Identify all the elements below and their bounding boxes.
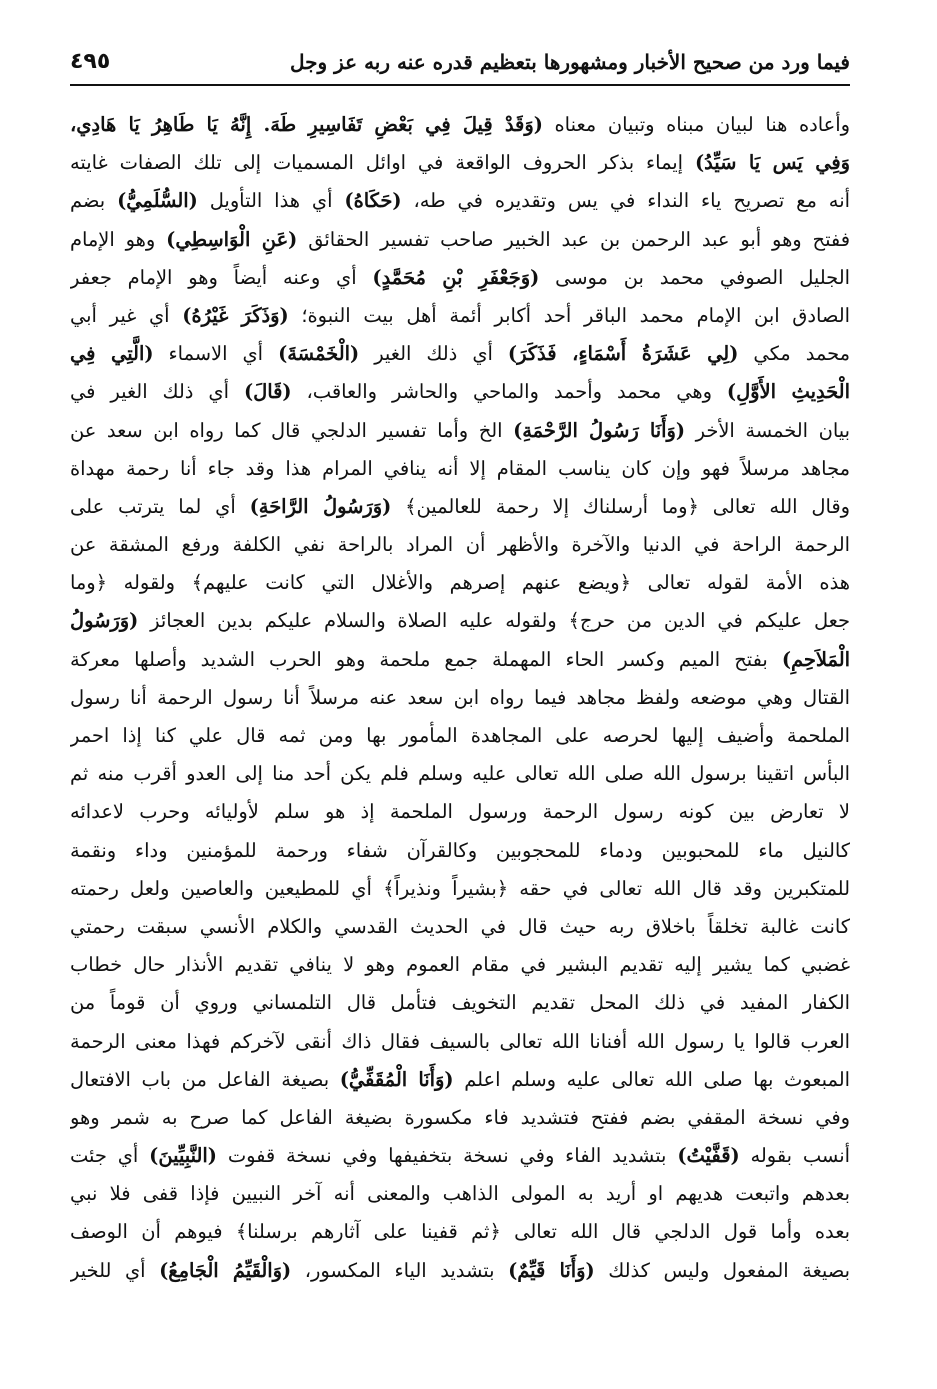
commentary-segment: الصادق ابن الإمام محمد الباقر أحد أكابر أئمة أهل بيت النبوة؛ bbox=[288, 303, 850, 327]
matn-segment: الْحَدِيثِ الأَوَّلِ) bbox=[726, 380, 850, 404]
commentary-segment: ففتح وهو أبو عبد الرحمن بن عبد الخبير صاحب تفسير الحقائق bbox=[297, 227, 850, 251]
matn-segment: (وَذَكَرَ غَيْرُهُ) bbox=[182, 303, 289, 327]
commentary-segment: الملحمة وأضيف إليها لحرصه على المجاهدة المأمور بها ومن ثمه قال علي كنا إذا احمر bbox=[70, 724, 850, 747]
text-line bbox=[70, 717, 850, 755]
commentary-segment: بضم bbox=[70, 189, 118, 213]
commentary-segment: أي غير أبي bbox=[70, 303, 183, 327]
text-line bbox=[70, 144, 850, 182]
commentary-segment: أنسب بقوله bbox=[739, 1144, 850, 1168]
text-line bbox=[70, 1213, 850, 1251]
commentary-segment: العرب قالوا يا رسول الله أفنانا الله تعالى بالسيف فقال ذاك أنقى لآخركم فهذا معنى الرحمة bbox=[70, 1029, 850, 1053]
commentary-segment: المبعوث بها صلى الله تعالى عليه وسلم اعلم bbox=[453, 1067, 850, 1091]
commentary-segment: بعده وأما قول الدلجي قال الله تعالى ﴿ثم قفينا على آثارهم برسلنا﴾ فيوهم أن الوصف bbox=[70, 1220, 850, 1244]
commentary-segment: جعل عليكم في الدين من حرج﴾ ولقوله عليه الصلاة والسلام عليكم بدين العجائز bbox=[138, 609, 850, 633]
commentary-segment: أي ذلك الغير bbox=[359, 342, 508, 366]
text-line bbox=[70, 946, 850, 984]
commentary-segment: أي ذلك الغير في bbox=[70, 380, 244, 404]
matn-segment: (وَجَعْفَرِ بْنِ مُحَمَّدٍ) bbox=[372, 265, 540, 289]
text-line bbox=[70, 1252, 850, 1290]
commentary-segment: البأس اتقينا برسول الله صلى الله تعالى عليه وسلم فلم يكن أحد منا إلى العدو أقرب منه ثم bbox=[70, 762, 850, 786]
text-line bbox=[70, 1175, 850, 1213]
text-line bbox=[70, 1061, 850, 1099]
matn-segment: (السُّلَمِيُّ) bbox=[117, 189, 198, 213]
matn-segment: (وَالْقَيِّمُ الْجَامِعُ) bbox=[159, 1258, 292, 1282]
commentary-segment: أي لما يترتب على bbox=[70, 494, 250, 518]
matn-segment: (قَفَّيْتُ) bbox=[677, 1144, 740, 1168]
commentary-segment: الرحمة الراحة في الدنيا والآخرة والأظهر أن المراد بالراحة نفي الكلفة ورفع المشقة عن bbox=[70, 533, 850, 557]
text-line bbox=[70, 335, 850, 373]
matn-segment: (عَنِ الْوَاسِطِي) bbox=[166, 227, 298, 251]
text-line bbox=[70, 755, 850, 793]
commentary-segment: أي جئت bbox=[70, 1144, 150, 1168]
commentary-segment: محمد مكي bbox=[738, 342, 850, 366]
matn-segment: (الَّتِي فِي bbox=[70, 342, 154, 366]
body-text bbox=[70, 106, 850, 1290]
text-line bbox=[70, 679, 850, 717]
text-line bbox=[70, 221, 850, 259]
commentary-segment: بتشديد الفاء وفي نسخة بتخفيفها وفي نسخة قفوت bbox=[216, 1144, 678, 1168]
commentary-segment: بصيغة المفعول وليس كذلك bbox=[594, 1258, 850, 1282]
commentary-segment: بفتح الميم وكسر الحاء المهملة جمع ملحمة وهو الحرب الشديد وأصلها معركة bbox=[70, 647, 782, 671]
matn-segment: وَفِي يَس يَا سَيِّدُ) bbox=[694, 151, 850, 175]
text-line bbox=[70, 984, 850, 1022]
commentary-segment: إيماء بذكر الحروف الواقعة في اوائل المسميات إلى تلك الصفات غايته bbox=[70, 151, 695, 175]
text-line bbox=[70, 1137, 850, 1175]
commentary-segment: القتال وهي موضعه ولفظ مجاهد فيما رواه ابن سعد عنه مرسلاً أنا رسول الرحمة أنا رسول bbox=[70, 685, 850, 709]
text-line bbox=[70, 870, 850, 908]
text-line bbox=[70, 297, 850, 335]
commentary-segment: أي الاسماء bbox=[153, 342, 279, 366]
text-line bbox=[70, 526, 850, 564]
commentary-segment: أنه مع تصريح ياء النداء في يس وتقديره في طه، bbox=[401, 189, 850, 213]
text-line bbox=[70, 564, 850, 602]
commentary-segment: بتشديد الياء المكسور، bbox=[291, 1258, 509, 1282]
text-line bbox=[70, 908, 850, 946]
commentary-segment: بصيغة الفاعل من باب الافتعال bbox=[70, 1067, 340, 1091]
running-head bbox=[70, 30, 850, 86]
matn-segment: (وَرَسُولُ bbox=[70, 609, 139, 633]
commentary-segment: الجليل الصوفي محمد بن موسى bbox=[539, 265, 850, 289]
matn-segment: (وَقَدْ قِيلَ فِي بَعْضِ تَفَاسِيرِ طَهَ. إِنَّهُ يَا طَاهِرُ يَا هَادِي، bbox=[70, 113, 543, 136]
text-line bbox=[70, 259, 850, 297]
commentary-segment: الكفار المفيد في ذلك المحل تقديم التخويف فتأمل قال التلمساني وروي أن قوماً من bbox=[70, 991, 850, 1015]
commentary-segment: وهي محمد وأحمد والماحي والحاشر والعاقب، bbox=[291, 380, 727, 404]
commentary-segment: الخ وأما تفسير الدلجي قال كما رواه ابن سعد عن bbox=[70, 418, 514, 442]
matn-segment: (وَرَسُولُ الرَّاحَةِ) bbox=[249, 494, 392, 518]
text-line bbox=[70, 373, 850, 411]
commentary-segment: وفي نسخة المقفي بضم ففتح فتشديد فاء مكسورة بضيغة الفاعل كما صرح به شمر وهو bbox=[70, 1105, 850, 1129]
text-line bbox=[70, 1023, 850, 1061]
commentary-segment: وأعاده هنا لبيان مبناه وتبيان معناه bbox=[542, 113, 850, 136]
matn-segment: (وَأَنَا قَيِّمٌ) bbox=[508, 1258, 595, 1282]
matn-segment: (النَّبِيِّينَ) bbox=[149, 1144, 217, 1168]
text-line bbox=[70, 182, 850, 220]
matn-segment: (حَكَاهُ) bbox=[344, 189, 402, 213]
matn-segment: (الْخَمْسَةَ) bbox=[278, 342, 360, 366]
commentary-segment: أي هذا التأويل bbox=[197, 189, 345, 213]
text-line bbox=[70, 450, 850, 488]
commentary-segment: لا تعارض بين كونه رسول الرحمة ورسول الملحمة إذ هو سلم لأوليائه وحرب لاعدائه bbox=[70, 800, 850, 824]
text-line bbox=[70, 641, 850, 679]
commentary-segment: كالنيل ماء للمحبوبين ودماء للمحجوبين وكالقرآن شفاء ورحمة للمؤمنين وداء ونقمة bbox=[70, 838, 850, 862]
commentary-segment: مجاهد مرسلاً فهو وإن كان يناسب المقام إلا أنه ينافي المرام هذا وقد جاء أنا رحمة مهداة bbox=[70, 456, 850, 480]
text-line bbox=[70, 602, 850, 640]
text-line bbox=[70, 106, 850, 144]
matn-segment: (وَأَنَا الْمُقَفِّيُّ) bbox=[339, 1067, 454, 1091]
text-line bbox=[70, 488, 850, 526]
page-number: ٤٩٥ bbox=[70, 49, 111, 74]
text-line bbox=[70, 412, 850, 450]
commentary-segment: هذه الأمة لقوله تعالى ﴿ويضع عنهم إصرهم والأغلال التي كانت عليهم﴾ ولقوله ﴿وما bbox=[70, 571, 850, 595]
header-title: فيما ورد من صحيح الأخبار ومشهورها بتعظيم قدره عنه ربه عز وجل bbox=[290, 50, 850, 74]
commentary-segment: أي وعنه أيضاً وهو الإمام جعفر bbox=[70, 265, 373, 289]
text-line bbox=[70, 832, 850, 870]
matn-segment: (لِي عَشَرَةُ أَسْمَاءٍ، فَذَكَرَ) bbox=[507, 342, 739, 366]
matn-segment: الْمَلاَحِمِ) bbox=[781, 647, 850, 671]
matn-segment: (وَأَنَا رَسُولُ الرَّحْمَةِ) bbox=[513, 418, 686, 442]
commentary-segment: للمتكبرين وقد قال الله تعالى في حقه ﴿بشيراً ونذيراً﴾ أي للمطيعين والعاصين ولعل رحمته bbox=[70, 876, 850, 900]
book-page bbox=[70, 30, 850, 1370]
commentary-segment: وهو الإمام bbox=[70, 227, 167, 251]
commentary-segment: بيان الخمسة الأخر bbox=[685, 418, 850, 442]
text-line bbox=[70, 793, 850, 831]
commentary-segment: غضبي كما يشير إليه تقديم البشير في مقام العموم وهو لا ينافي تقديم الأنذار حال خطاب bbox=[70, 953, 850, 977]
commentary-segment: بعدهم واتبعت هديهم او أريد به المولى الذاهب والمعنى أنه آخر النبيين فإذا قفى فلا نبي bbox=[70, 1182, 850, 1206]
matn-segment: (قَالَ) bbox=[243, 380, 292, 404]
commentary-segment: أي للخير bbox=[70, 1258, 160, 1282]
text-line bbox=[70, 1099, 850, 1137]
commentary-segment: وقال الله تعالى ﴿وما أرسلناك إلا رحمة للعالمين﴾ bbox=[391, 494, 850, 518]
commentary-segment: كانت غالبة تخلقاً باخلاق ربه حيث قال في الحديث القدسي والكلام الأنسي سبقت رحمتي bbox=[70, 914, 850, 938]
